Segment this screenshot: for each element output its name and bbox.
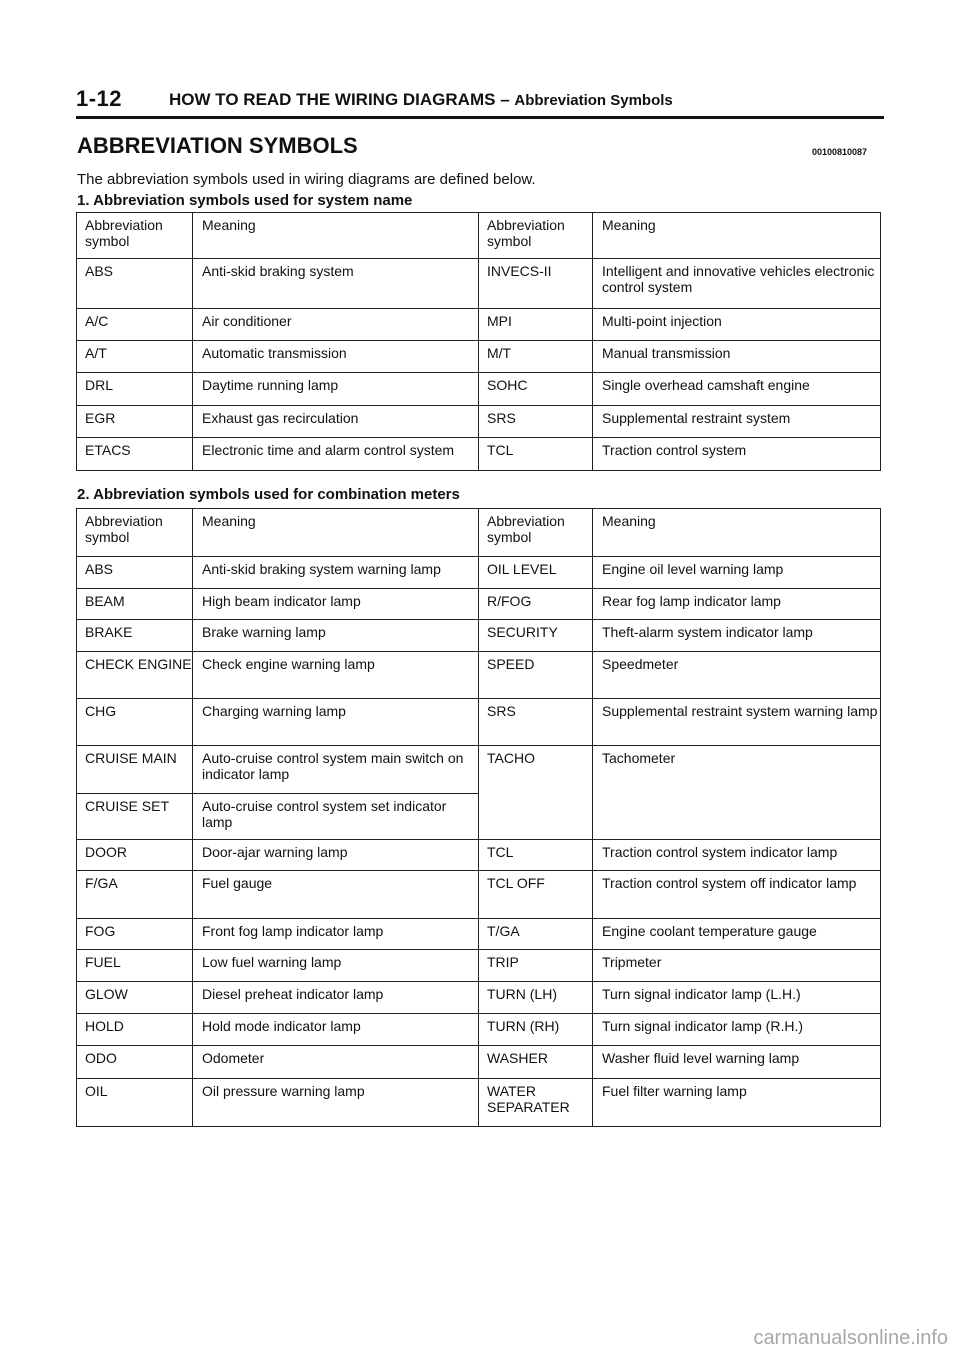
meaning-cell: Supplemental restraint system (593, 406, 881, 438)
table-row (77, 982, 881, 1014)
page-header (76, 86, 884, 120)
abbreviation-cell: ABS (77, 557, 193, 589)
header-dash: – (500, 90, 510, 109)
table-row (77, 341, 881, 373)
watermark: carmanualsonline.info (753, 1327, 948, 1349)
meaning-cell: Engine oil level warning lamp (593, 557, 881, 589)
abbreviation-cell: SECURITY (479, 620, 593, 652)
abbreviation-cell: TCL (479, 840, 593, 871)
meaning-cell: Auto-cruise control system main switch on indicator lamp (193, 746, 479, 794)
abbreviation-cell: INVECS-II (479, 259, 593, 309)
abbreviation-cell: BEAM (77, 589, 193, 620)
abbreviation-cell: TCL (479, 438, 593, 471)
abbreviation-cell: TURN (RH) (479, 1014, 593, 1046)
abbreviation-cell: CRUISE MAIN (77, 746, 193, 794)
meaning-cell: Electronic time and alarm control system (193, 438, 479, 471)
table-row (77, 406, 881, 438)
meaning-cell: Daytime running lamp (193, 373, 479, 406)
column-header-abbreviation: Abbreviation symbol (77, 213, 193, 259)
abbreviation-cell: SOHC (479, 373, 593, 406)
meaning-cell: Brake warning lamp (193, 620, 479, 652)
table-row (77, 1079, 881, 1127)
abbreviation-cell: DOOR (77, 840, 193, 871)
abbreviation-cell: OIL LEVEL (479, 557, 593, 589)
abbreviation-cell: ABS (77, 259, 193, 309)
meaning-cell: Turn signal indicator lamp (R.H.) (593, 1014, 881, 1046)
table-row (77, 919, 881, 950)
table-row (77, 438, 881, 471)
abbreviation-cell: CRUISE SET (77, 794, 193, 840)
abbreviation-cell: FUEL (77, 950, 193, 982)
meaning-cell: Theft-alarm system indicator lamp (593, 620, 881, 652)
meaning-cell: Speedmeter (593, 652, 881, 699)
meaning-cell: Traction control system off indicator lamp (593, 871, 881, 919)
table-row (77, 589, 881, 620)
table-row (77, 699, 881, 746)
meaning-cell: Diesel preheat indicator lamp (193, 982, 479, 1014)
abbreviation-cell: FOG (77, 919, 193, 950)
abbreviation-cell: TACHO (479, 746, 593, 840)
abbreviation-cell: T/GA (479, 919, 593, 950)
abbreviation-cell: GLOW (77, 982, 193, 1014)
combination-meter-abbreviation-table (76, 508, 881, 1127)
abbreviation-cell: SPEED (479, 652, 593, 699)
meaning-cell: Low fuel warning lamp (193, 950, 479, 982)
column-header-meaning: Meaning (593, 509, 881, 557)
table-row (77, 259, 881, 309)
meaning-cell: Traction control system (593, 438, 881, 471)
page-number: 1-12 (76, 86, 123, 111)
abbreviation-cell: ETACS (77, 438, 193, 471)
table-row (77, 1014, 881, 1046)
meaning-cell: Automatic transmission (193, 341, 479, 373)
section-title: ABBREVIATION SYMBOLS (77, 133, 358, 158)
meaning-cell: Door-ajar warning lamp (193, 840, 479, 871)
meaning-cell: Charging warning lamp (193, 699, 479, 746)
meaning-cell: Air conditioner (193, 309, 479, 341)
abbreviation-cell: ODO (77, 1046, 193, 1079)
abbreviation-cell: A/C (77, 309, 193, 341)
abbreviation-cell: TURN (LH) (479, 982, 593, 1014)
column-header-meaning: Meaning (193, 509, 479, 557)
table2-heading: 2. Abbreviation symbols used for combination meters (77, 486, 460, 503)
meaning-cell: Anti-skid braking system (193, 259, 479, 309)
abbreviation-cell: M/T (479, 341, 593, 373)
abbreviation-cell: TRIP (479, 950, 593, 982)
meaning-cell: Fuel filter warning lamp (593, 1079, 881, 1127)
column-header-meaning: Meaning (593, 213, 881, 259)
abbreviation-cell: CHECK ENGINE (77, 652, 193, 699)
meaning-cell: Engine coolant temperature gauge (593, 919, 881, 950)
column-header-abbreviation: Abbreviation symbol (479, 213, 593, 259)
meaning-cell: Washer fluid level warning lamp (593, 1046, 881, 1079)
meaning-cell: Anti-skid braking system warning lamp (193, 557, 479, 589)
meaning-cell: High beam indicator lamp (193, 589, 479, 620)
header-title (169, 90, 673, 110)
table-row (77, 557, 881, 589)
table-row (77, 620, 881, 652)
meaning-cell: Supplemental restraint system warning lamp (593, 699, 881, 746)
header-rule (76, 116, 884, 119)
abbreviation-cell: DRL (77, 373, 193, 406)
meaning-cell: Hold mode indicator lamp (193, 1014, 479, 1046)
meaning-cell: Rear fog lamp indicator lamp (593, 589, 881, 620)
abbreviation-cell: OIL (77, 1079, 193, 1127)
abbreviation-cell: MPI (479, 309, 593, 341)
table-row (77, 871, 881, 919)
abbreviation-cell: BRAKE (77, 620, 193, 652)
table-row (77, 1046, 881, 1079)
table-row (77, 746, 881, 794)
meaning-cell: Odometer (193, 1046, 479, 1079)
abbreviation-cell: R/FOG (479, 589, 593, 620)
meaning-cell: Turn signal indicator lamp (L.H.) (593, 982, 881, 1014)
meaning-cell: Oil pressure warning lamp (193, 1079, 479, 1127)
meaning-cell: Traction control system indicator lamp (593, 840, 881, 871)
header-subtitle: Abbreviation Symbols (514, 92, 673, 109)
table-header-row (77, 213, 881, 259)
table1-heading: 1. Abbreviation symbols used for system name (77, 192, 413, 209)
abbreviation-cell: SRS (479, 699, 593, 746)
meaning-cell: Single overhead camshaft engine (593, 373, 881, 406)
abbreviation-cell: SRS (479, 406, 593, 438)
column-header-meaning: Meaning (193, 213, 479, 259)
meaning-cell: Check engine warning lamp (193, 652, 479, 699)
meaning-cell: Tachometer (593, 746, 881, 840)
meaning-cell: Auto-cruise control system set indicator lamp (193, 794, 479, 840)
system-name-abbreviation-table (76, 212, 881, 471)
table-row (77, 652, 881, 699)
intro-text: The abbreviation symbols used in wiring diagrams are defined below. (77, 171, 536, 188)
table-row (77, 840, 881, 871)
document-code: 00100810087 (812, 147, 868, 157)
meaning-cell: Front fog lamp indicator lamp (193, 919, 479, 950)
meaning-cell: Manual transmission (593, 341, 881, 373)
meaning-cell: Multi-point injection (593, 309, 881, 341)
table-row (77, 309, 881, 341)
abbreviation-cell: A/T (77, 341, 193, 373)
meaning-cell: Tripmeter (593, 950, 881, 982)
abbreviation-cell: CHG (77, 699, 193, 746)
column-header-abbreviation: Abbreviation symbol (77, 509, 193, 557)
header-main-title: HOW TO READ THE WIRING DIAGRAMS (169, 90, 496, 109)
table-header-row (77, 509, 881, 557)
meaning-cell: Fuel gauge (193, 871, 479, 919)
meaning-cell: Intelligent and innovative vehicles electronic control system (593, 259, 881, 309)
abbreviation-cell: EGR (77, 406, 193, 438)
table-row (77, 373, 881, 406)
table-row (77, 950, 881, 982)
abbreviation-cell: WATER SEPARATER (479, 1079, 593, 1127)
abbreviation-cell: HOLD (77, 1014, 193, 1046)
abbreviation-cell: WASHER (479, 1046, 593, 1079)
meaning-cell: Exhaust gas recirculation (193, 406, 479, 438)
abbreviation-cell: TCL OFF (479, 871, 593, 919)
abbreviation-cell: F/GA (77, 871, 193, 919)
column-header-abbreviation: Abbreviation symbol (479, 509, 593, 557)
